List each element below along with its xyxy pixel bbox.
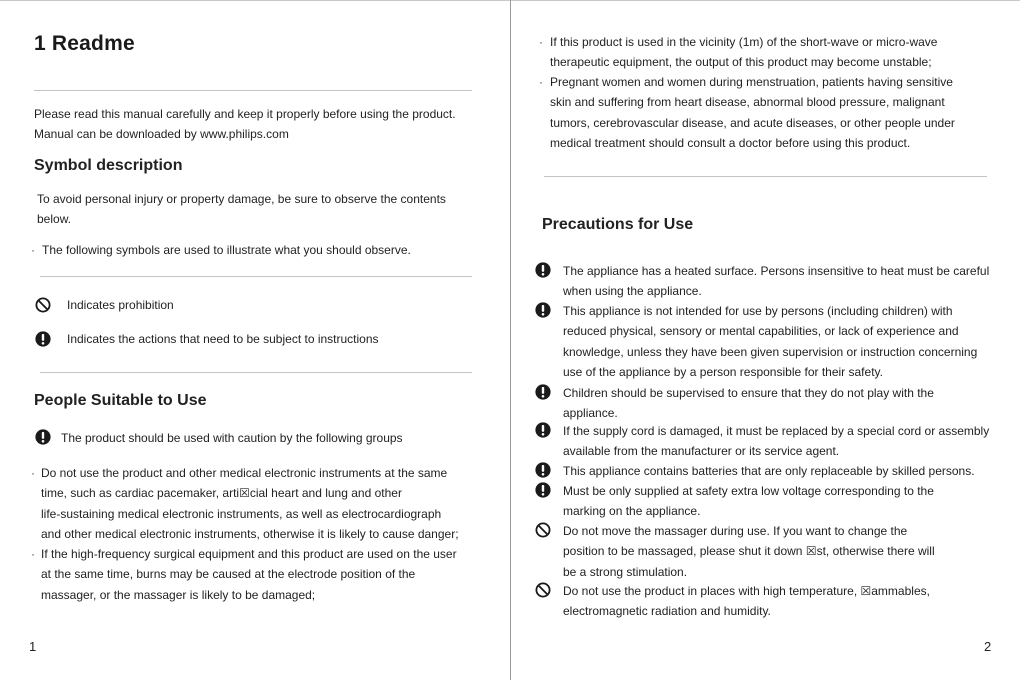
- precaution-item: This appliance contains batteries that are only replaceable by skilled persons.: [563, 464, 975, 478]
- exclamation-icon: [535, 262, 551, 278]
- exclamation-icon: [535, 462, 551, 478]
- exclamation-icon: [535, 384, 551, 400]
- exclamation-icon: [535, 302, 551, 318]
- precaution-item: This appliance is not intended for use by persons (including children) with reduced physical, sensory or mental capabilities, or lack of experience and knowledge, unless they have been given supervision or instruction concerning use of the appliance by a person responsible for their safety.: [563, 304, 978, 379]
- prohibition-label: Indicates prohibition: [67, 298, 174, 312]
- precaution-item: Must be only supplied at safety extra low voltage corresponding to the marking on the appliance.: [563, 484, 934, 519]
- exclamation-icon: [535, 482, 551, 498]
- exclamation-icon: [535, 422, 551, 438]
- precaution-item: Do not move the massager during use. If you want to change the position to be massaged, please shut it down ☒st, otherwise there will be a strong stimulation.: [563, 524, 935, 579]
- prohibition-icon: [535, 522, 551, 538]
- people-bullet-2: If the high-frequency surgical equipment and this product are used on the user at the same time, burns may be caused at the electrode position of the massager, or the massager is likely to be damaged;: [41, 547, 457, 602]
- divider-line: [40, 276, 472, 277]
- instruction-label: Indicates the actions that need to be subject to instructions: [67, 332, 379, 346]
- symbol-intro: To avoid personal injury or property damage, be sure to observe the contents below.: [37, 192, 446, 227]
- bullet-dot: ·: [539, 35, 543, 49]
- page-title: 1 Readme: [34, 32, 135, 55]
- people-caution: The product should be used with caution by the following groups: [61, 431, 403, 445]
- precaution-item: The appliance has a heated surface. Persons insensitive to heat must be careful when using the appliance.: [563, 264, 990, 299]
- symbol-bullet: The following symbols are used to illustrate what you should observe.: [42, 243, 411, 257]
- right-bullet-2: Pregnant women and women during menstruation, patients having sensitive skin and suffering from heart disease, abnormal blood pressure, malignant tumors, cerebrovascular disease, and acute diseases, or other people under medical treatment should consult a doctor before using this product.: [550, 75, 955, 150]
- divider-line: [34, 90, 472, 91]
- precaution-item: Children should be supervised to ensure that they do not play with the appliance.: [563, 386, 934, 421]
- symbol-heading: Symbol description: [34, 157, 183, 174]
- right-bullet-1: If this product is used in the vicinity (1m) of the short-wave or micro-wave therapeutic equipment, the output of this product may become unstable;: [550, 35, 938, 70]
- people-heading: People Suitable to Use: [34, 392, 207, 409]
- bullet-dot: ·: [31, 466, 35, 480]
- right-page: [511, 0, 1020, 680]
- precaution-item: If the supply cord is damaged, it must be replaced by a special cord or assembly available from the manufacturer or its service agent.: [563, 424, 990, 459]
- people-bullet-1: Do not use the product and other medical electronic instruments at the same time, such as cardiac pacemaker, arti☒cial heart and lung and other life-sustaining medical electronic instruments, as well as electrocardiograph and other medical electronic instruments, otherwise it is likely to cause danger;: [41, 466, 459, 541]
- prohibition-icon: [35, 297, 51, 313]
- bullet-dot: ·: [31, 243, 35, 257]
- divider-line: [40, 372, 472, 373]
- exclamation-icon: [35, 429, 51, 445]
- exclamation-icon: [35, 331, 51, 347]
- prohibition-icon: [535, 582, 551, 598]
- page-number: 2: [984, 639, 992, 654]
- bullet-dot: ·: [539, 75, 543, 89]
- page-number: 1: [29, 639, 37, 654]
- precaution-item: Do not use the product in places with high temperature, ☒ammables, electromagnetic radiation and humidity.: [563, 584, 930, 619]
- intro-text: Please read this manual carefully and keep it properly before using the product. Manual can be downloaded by www.philips.com: [34, 107, 456, 142]
- divider-line: [544, 176, 987, 177]
- precautions-heading: Precautions for Use: [542, 216, 694, 233]
- bullet-dot: ·: [31, 547, 35, 561]
